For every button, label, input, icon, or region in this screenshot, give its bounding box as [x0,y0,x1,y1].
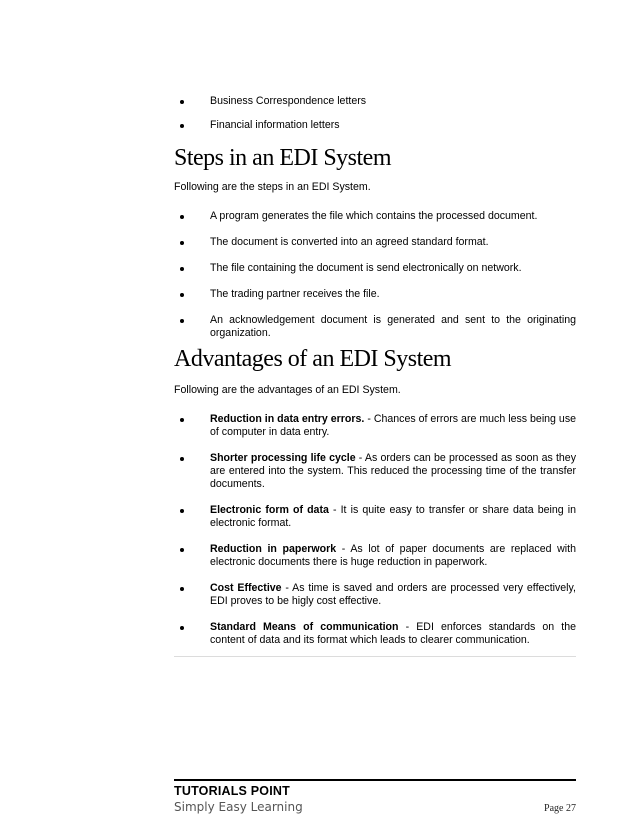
list-item: Reduction in data entry errors. - Chances of errors are much less being use of computer in data entry. [174,413,576,439]
steps-bullet-list [174,210,576,340]
list-item: Business Correspondence letters [174,95,576,108]
intro-bullet-list [174,95,576,132]
steps-intro-text: Following are the steps in an EDI System. [174,181,371,193]
list-item: Reduction in paperwork - As lot of paper documents are replaced with electronic documents there is huge reduction in paperwork. [174,543,576,569]
list-item: Electronic form of data - It is quite easy to transfer or share data being in electronic format. [174,504,576,530]
section-divider [174,656,576,657]
footer-brand-title: TUTORIALS POINT [174,784,290,798]
list-item: Financial information letters [174,119,576,132]
list-item: Standard Means of communication - EDI enforces standards on the content of data and its format which leads to clearer communication. [174,621,576,647]
list-item: Shorter processing life cycle - As orders can be processed as soon as they are entered into the system. This reduced the processing time of the transfer documents. [174,452,576,491]
section-heading-advantages: Advantages of an EDI System [174,346,452,372]
list-item: Cost Effective - As time is saved and orders are processed very effectively, EDI proves to be higly cost effective. [174,582,576,608]
advantages-bullet-list [174,413,576,647]
list-item: An acknowledgement document is generated and sent to the originating organization. [174,314,576,340]
list-item: The trading partner receives the file. [174,288,576,301]
advantages-intro-text: Following are the advantages of an EDI System. [174,384,401,396]
list-item: A program generates the file which contains the processed document. [174,210,576,223]
page-number: Page 27 [544,803,576,814]
list-item: The document is converted into an agreed standard format. [174,236,576,249]
section-heading-steps: Steps in an EDI System [174,145,391,171]
footer-tagline: Simply Easy Learning [174,800,303,814]
footer-rule [174,779,576,781]
list-item: The file containing the document is send electronically on network. [174,262,576,275]
